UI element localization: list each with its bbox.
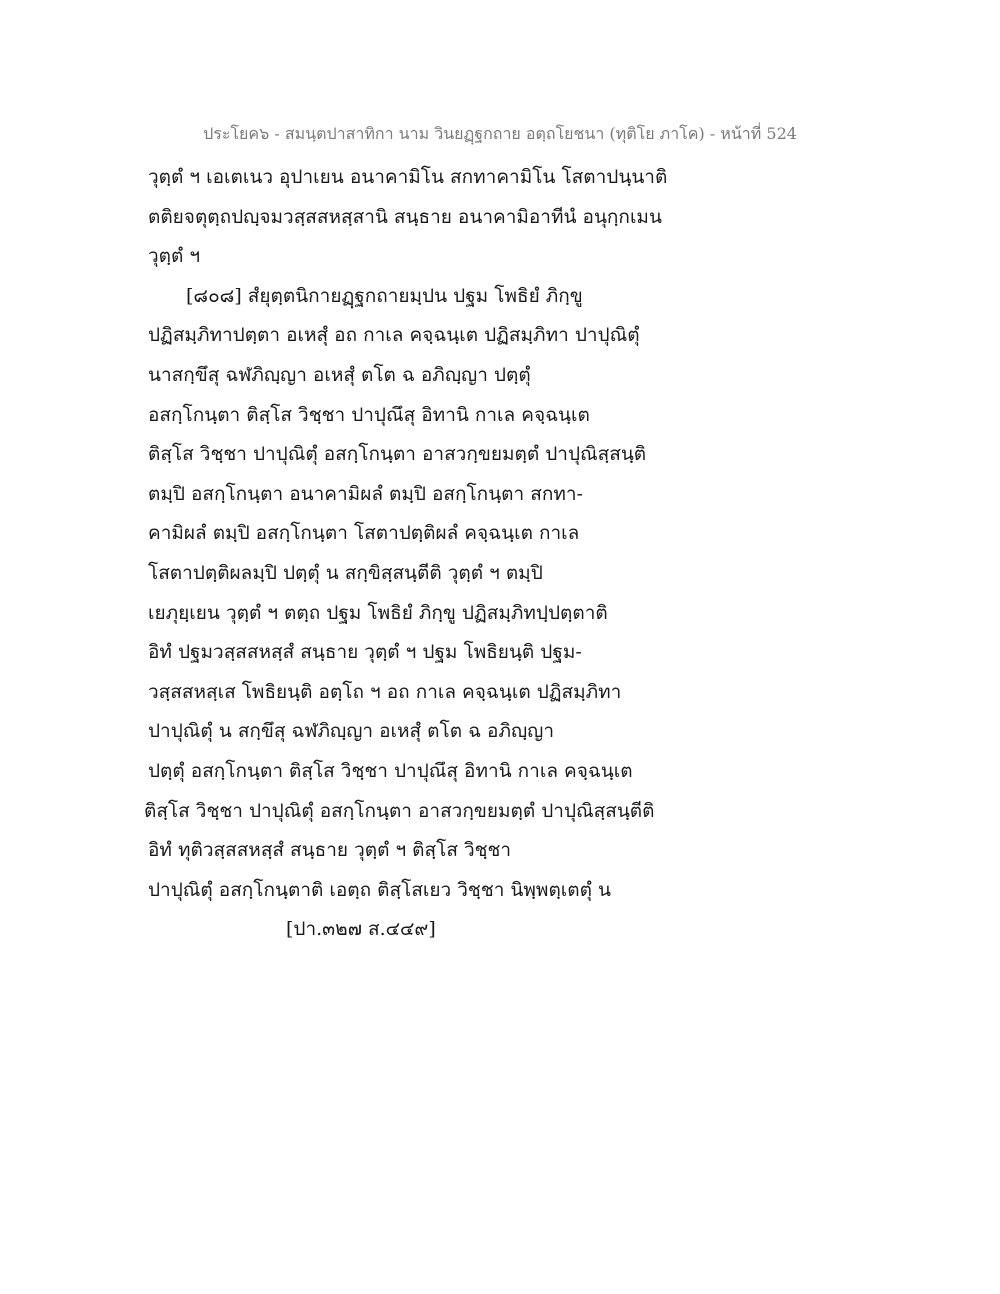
text-line: อิทํ ปฐมวสฺสสหสฺสํ สนฺธาย วุตฺตํ ฯ ปฐม โพธิยนฺติ ปฐม- <box>148 641 582 664</box>
text-line: คามิผลํ ตมฺปิ อสกฺโกนฺตา โสตาปตฺติผลํ คจฺฉนฺเต กาเล <box>148 522 580 545</box>
text-line: อสกฺโกนฺตา ติสฺโส วิชฺชา ปาปุณึสุ อิทานิ กาเล คจฺฉนฺเต <box>148 403 590 426</box>
text-line: ตมฺปิ อสกฺโกนฺตา อนาคามิผลํ ตมฺปิ อสกฺโกนฺตา สกทา- <box>148 482 583 505</box>
text-line: เยภุยฺเยน วุตฺตํ ฯ ตตฺถ ปฐม โพธิยํ ภิกฺขู ปฏิสมฺภิทปฺปตฺตาติ <box>148 601 608 624</box>
body-text <box>144 158 708 950</box>
text-line: อิทํ ทุติวสฺสสหสฺสํ สนฺธาย วุตฺตํ ฯ ติสฺโส วิชฺชา <box>148 839 512 862</box>
text-line: วุตฺตํ ฯ <box>148 245 201 268</box>
text-line: ปาปุณิตุํ น สกฺขึสุ ฉฬภิญฺญา อเหสุํ ตโต ฉ อภิญฺญา <box>148 720 555 743</box>
text-line: วสฺสสหสฺเส โพธิยนฺติ อตฺโถ ฯ อถ กาเล คจฺฉนฺเต ปฏิสมฺภิทา <box>148 680 622 703</box>
text-line: ตติยจตุตฺถปญฺจมวสฺสสหสฺสานิ สนฺธาย อนาคามิอาทีนํ อนุกฺกเมน <box>148 205 662 228</box>
running-header: ประโยค๖ - สมนฺตปาสาทิกา นาม วินยฏฺฐกถาย อตฺถโยชนา (ทุติโย ภาโค) - หน้าที่ 524 <box>203 124 797 143</box>
text-line: ติสฺโส วิชฺชา ปาปุณิตุํ อสกฺโกนฺตา อาสวกฺขยมตฺตํ ปาปุณิสฺสนฺตีติ <box>144 799 655 822</box>
text-line: วุตฺตํ ฯ เอเตเนว อุปาเยน อนาคามิโน สกทาคามิโน โสตาปนฺนาติ <box>148 166 668 188</box>
text-line: ปตฺตุํ อสกฺโกนฺตา ติสฺโส วิชฺชา ปาปุณึสุ อิทานิ กาเล คจฺฉนฺเต <box>148 759 633 782</box>
paragraph-start-line: [๘๐๘] สํยุตฺตนิกายฏฺฐกถายมฺปน ปฐม โพธิยํ ภิกฺขู <box>186 284 583 307</box>
text-line: ติสฺโส วิชฺชา ปาปุณิตุํ อสกฺโกนฺตา อาสวกฺขยมตฺตํ ปาปุณิสฺสนฺติ <box>148 443 647 466</box>
text-line: โสตาปตฺติผลมฺปิ ปตฺตุํ น สกฺขิสฺสนฺตีติ วุตฺตํ ฯ ตมฺปิ <box>148 561 543 584</box>
text-line: ปฏิสมฺภิทาปตฺตา อเหสุํ อถ กาเล คจฺฉนฺเต ปฏิสมฺภิทา ปาปุณิตุํ <box>148 324 640 347</box>
page-reference: [ปา.๓๒๗ ส.๔๔๙] <box>286 918 436 941</box>
text-line: ปาปุณิตุํ อสกฺโกนฺตาติ เอตฺถ ติสฺโสเยว วิชฺชา นิพฺพตฺเตตุํ น <box>148 878 611 901</box>
text-line: นาสกฺขึสุ ฉฬภิญฺญา อเหสุํ ตโต ฉ อภิญฺญา ปตฺตุํ <box>148 363 531 386</box>
